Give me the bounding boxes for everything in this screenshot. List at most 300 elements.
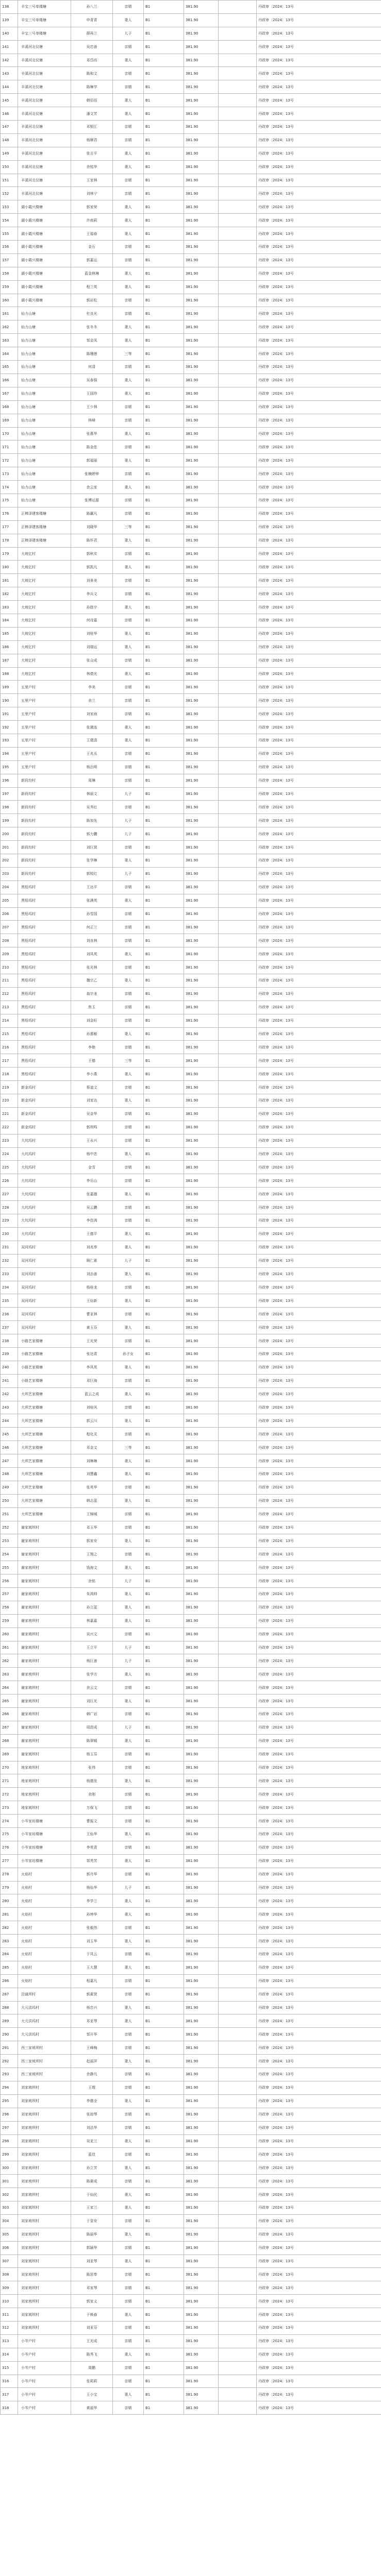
cell-relation: 亲婿 xyxy=(113,1761,144,1774)
table-row xyxy=(1,1748,381,1761)
cell-amount: 381.90 xyxy=(184,1027,219,1041)
cell-relation: 妻人 xyxy=(113,667,144,681)
cell-row-number: 244 xyxy=(1,1414,18,1428)
cell-doc-ref: 丹政审〔2024〕13号 xyxy=(257,1734,381,1748)
cell-row-number: 228 xyxy=(1,1201,18,1214)
cell-village: 刘家坡坝村 xyxy=(18,2161,71,2175)
cell-relation: 妻人 xyxy=(113,200,144,214)
cell-amount: 381.90 xyxy=(184,1254,219,1267)
cell-relation: 亲婿 xyxy=(113,253,144,267)
cell-empty xyxy=(219,734,257,747)
cell-relation: 妻人 xyxy=(113,1534,144,1548)
cell-doc-ref: 丹政审〔2024〕13号 xyxy=(257,1267,381,1281)
cell-relation: 妻人 xyxy=(113,2348,144,2361)
cell-relation: 亲婿 xyxy=(113,121,144,134)
cell-empty xyxy=(219,1948,257,1961)
table-row xyxy=(1,1854,381,1868)
cell-doc-ref: 丹政审〔2024〕13号 xyxy=(257,241,381,254)
cell-row-number: 247 xyxy=(1,1454,18,1468)
cell-relation: 亲婿 xyxy=(113,1681,144,1694)
cell-row-number: 303 xyxy=(1,2201,18,2214)
cell-village: 黑铅坞村 xyxy=(18,1014,71,1027)
cell-doc-ref: 丹政审〔2024〕13号 xyxy=(257,974,381,988)
cell-empty xyxy=(219,934,257,947)
cell-empty xyxy=(219,2214,257,2228)
table-row xyxy=(1,1107,381,1121)
cell-name: 陈赢凡 xyxy=(71,507,113,520)
cell-name: 刘瑞运 xyxy=(71,640,113,654)
cell-name: 魏宗乙 xyxy=(71,974,113,988)
cell-empty xyxy=(219,814,257,827)
cell-doc-ref: 丹政审〔2024〕13号 xyxy=(257,2161,381,2175)
cell-relation: 妻人 xyxy=(113,1294,144,1308)
cell-village: 大坡亿村 xyxy=(18,574,71,587)
table-row xyxy=(1,694,381,707)
cell-amount: 381.90 xyxy=(184,1054,219,1067)
cell-amount: 381.90 xyxy=(184,601,219,614)
cell-row-number: 263 xyxy=(1,1668,18,1681)
cell-name: 郭岩松 xyxy=(71,294,113,307)
cell-name: 陈思奉 xyxy=(71,2268,113,2281)
cell-village: 仙力山塘 xyxy=(18,440,71,454)
cell-row-number: 201 xyxy=(1,841,18,854)
cell-row-number: 207 xyxy=(1,921,18,934)
cell-doc-ref: 丹政审〔2024〕13号 xyxy=(257,1361,381,1374)
cell-empty xyxy=(219,2094,257,2108)
cell-amount: 381.90 xyxy=(184,1708,219,1721)
cell-name: 邓亚琴 xyxy=(71,2014,113,2028)
cell-relation: 亲婿 xyxy=(113,1548,144,1561)
cell-amount: 381.90 xyxy=(184,974,219,988)
cell-amount: 381.90 xyxy=(184,2268,219,2281)
cell-row-number: 235 xyxy=(1,1294,18,1308)
cell-row-number: 195 xyxy=(1,760,18,774)
cell-relation: 亲婿 xyxy=(113,654,144,667)
cell-village: 湖小霞兴楼塘 xyxy=(18,214,71,227)
cell-empty xyxy=(219,747,257,760)
cell-amount: 381.90 xyxy=(184,1467,219,1481)
cell-amount: 381.90 xyxy=(184,627,219,640)
cell-amount: 381.90 xyxy=(184,907,219,921)
cell-name: 林丽文 xyxy=(71,787,113,801)
cell-category: B1 xyxy=(144,1161,184,1174)
cell-category: B1 xyxy=(144,867,184,880)
cell-doc-ref: 丹政审〔2024〕13号 xyxy=(257,1761,381,1774)
cell-empty xyxy=(219,1574,257,1588)
cell-empty xyxy=(219,547,257,561)
cell-name: 王大慧 xyxy=(71,1961,113,1974)
cell-relation: 亲婿 xyxy=(113,1974,144,1988)
cell-row-number: 224 xyxy=(1,1147,18,1161)
cell-doc-ref: 丹政审〔2024〕13号 xyxy=(257,880,381,894)
cell-empty xyxy=(219,1908,257,1921)
cell-doc-ref: 丹政审〔2024〕13号 xyxy=(257,1454,381,1468)
cell-relation: 亲婿 xyxy=(113,2028,144,2041)
cell-village: 黑铅坞村 xyxy=(18,1041,71,1054)
cell-category: B1 xyxy=(144,347,184,361)
cell-doc-ref: 丹政审〔2024〕13号 xyxy=(257,1494,381,1507)
cell-name: 李兵文 xyxy=(71,587,113,601)
cell-doc-ref: 丹政审〔2024〕13号 xyxy=(257,2121,381,2134)
table-row xyxy=(1,667,381,681)
cell-category: B1 xyxy=(144,1027,184,1041)
cell-doc-ref: 丹政审〔2024〕13号 xyxy=(257,2281,381,2295)
cell-category: B1 xyxy=(144,454,184,467)
cell-empty xyxy=(219,1134,257,1147)
cell-village: 大坑坞村 xyxy=(18,1161,71,1174)
cell-relation: 妻人 xyxy=(113,974,144,988)
cell-name: 李凤英 xyxy=(71,1361,113,1374)
cell-amount: 381.90 xyxy=(184,1,219,14)
cell-amount: 381.90 xyxy=(184,1414,219,1428)
table-row xyxy=(1,1935,381,1948)
cell-row-number: 164 xyxy=(1,347,18,361)
cell-amount: 381.90 xyxy=(184,1587,219,1601)
table-row xyxy=(1,1374,381,1387)
cell-category: B1 xyxy=(144,1227,184,1241)
cell-village: 刘家坡坝村 xyxy=(18,2094,71,2108)
cell-doc-ref: 丹政审〔2024〕13号 xyxy=(257,1521,381,1534)
table-row xyxy=(1,640,381,654)
cell-amount: 381.90 xyxy=(184,253,219,267)
cell-relation: 妻人 xyxy=(113,2094,144,2108)
cell-doc-ref: 丹政审〔2024〕13号 xyxy=(257,1534,381,1548)
cell-row-number: 295 xyxy=(1,2094,18,2108)
cell-village: 刘家坡坝村 xyxy=(18,2121,71,2134)
cell-relation: 亲婿 xyxy=(113,1161,144,1174)
cell-amount: 381.90 xyxy=(184,1014,219,1027)
cell-category: B1 xyxy=(144,1935,184,1948)
cell-category: B1 xyxy=(144,1147,184,1161)
cell-amount: 381.90 xyxy=(184,1428,219,1441)
cell-empty xyxy=(219,400,257,414)
cell-relation: 亲婿 xyxy=(113,440,144,454)
cell-amount: 381.90 xyxy=(184,334,219,347)
cell-category: B1 xyxy=(144,1441,184,1454)
cell-amount: 381.90 xyxy=(184,707,219,721)
cell-doc-ref: 丹政审〔2024〕13号 xyxy=(257,1921,381,1935)
table-row xyxy=(1,814,381,827)
cell-doc-ref: 丹政审〔2024〕13号 xyxy=(257,2255,381,2268)
cell-name: 薛再兰 xyxy=(71,27,113,40)
cell-category: B1 xyxy=(144,414,184,427)
cell-category: B1 xyxy=(144,2014,184,2028)
table-row xyxy=(1,1227,381,1241)
cell-name: 郭力鹏 xyxy=(71,827,113,841)
cell-name: 郭凯凡 xyxy=(71,561,113,574)
table-row xyxy=(1,1761,381,1774)
cell-name: 刘金旺 xyxy=(71,1014,113,1027)
cell-doc-ref: 丹政审〔2024〕13号 xyxy=(257,721,381,734)
cell-doc-ref: 丹政审〔2024〕13号 xyxy=(257,774,381,787)
cell-empty xyxy=(219,1587,257,1601)
cell-category: B1 xyxy=(144,2201,184,2214)
cell-row-number: 178 xyxy=(1,534,18,547)
cell-amount: 381.90 xyxy=(184,1868,219,1881)
cell-relation: 亲婿 xyxy=(113,2041,144,2055)
cell-row-number: 248 xyxy=(1,1467,18,1481)
cell-row-number: 147 xyxy=(1,121,18,134)
table-row xyxy=(1,894,381,907)
cell-doc-ref: 丹政审〔2024〕13号 xyxy=(257,854,381,868)
cell-row-number: 211 xyxy=(1,974,18,988)
cell-relation: 亲婿 xyxy=(113,1014,144,1027)
cell-doc-ref: 丹政审〔2024〕13号 xyxy=(257,1961,381,1974)
cell-name: 顾仁素 xyxy=(71,1254,113,1267)
table-row xyxy=(1,1214,381,1228)
cell-empty xyxy=(219,1774,257,1788)
cell-doc-ref: 丹政审〔2024〕13号 xyxy=(257,1414,381,1428)
table-row xyxy=(1,1441,381,1454)
cell-name: 杨中恋 xyxy=(71,1147,113,1161)
cell-village: 丰溪河北仪塘 xyxy=(18,147,71,160)
cell-empty xyxy=(219,294,257,307)
cell-amount: 381.90 xyxy=(184,2241,219,2255)
cell-relation: 妻人 xyxy=(113,2001,144,2014)
table-row xyxy=(1,2188,381,2201)
cell-empty xyxy=(219,1174,257,1188)
cell-village: 谢家坡坝村 xyxy=(18,1748,71,1761)
cell-relation: 妻人 xyxy=(113,2388,144,2401)
table-row xyxy=(1,2281,381,2295)
table-row xyxy=(1,1481,381,1494)
cell-amount: 381.90 xyxy=(184,1387,219,1401)
cell-category: B1 xyxy=(144,894,184,907)
table-row xyxy=(1,2388,381,2401)
cell-doc-ref: 丹政审〔2024〕13号 xyxy=(257,1308,381,1321)
cell-relation: 妻人 xyxy=(113,1561,144,1574)
cell-doc-ref: 丹政审〔2024〕13号 xyxy=(257,1294,381,1308)
cell-relation: 妻人 xyxy=(113,1188,144,1201)
cell-row-number: 202 xyxy=(1,854,18,868)
table-row xyxy=(1,414,381,427)
cell-empty xyxy=(219,2081,257,2094)
cell-relation: 亲婿 xyxy=(113,2361,144,2375)
cell-category: B1 xyxy=(144,627,184,640)
cell-village: 刘家坡坝村 xyxy=(18,2081,71,2094)
cell-relation: 亲婿 xyxy=(113,241,144,254)
cell-name: 张琼琴 xyxy=(71,2108,113,2121)
cell-name: 吴秀红 xyxy=(71,801,113,814)
cell-name: 陈珊莲 xyxy=(71,347,113,361)
cell-row-number: 185 xyxy=(1,627,18,640)
cell-doc-ref: 丹政审〔2024〕13号 xyxy=(257,1721,381,1734)
cell-name: 王光荣 xyxy=(71,1334,113,1348)
cell-row-number: 151 xyxy=(1,174,18,187)
cell-amount: 381.90 xyxy=(184,80,219,94)
table-row xyxy=(1,27,381,40)
cell-doc-ref: 丹政审〔2024〕13号 xyxy=(257,1067,381,1081)
cell-name: 郭家安 xyxy=(71,1534,113,1548)
cell-doc-ref: 丹政审〔2024〕13号 xyxy=(257,534,381,547)
cell-village: 双河坞村 xyxy=(18,1241,71,1254)
cell-relation: 亲婿 xyxy=(113,907,144,921)
cell-empty xyxy=(219,1815,257,1828)
cell-amount: 381.90 xyxy=(184,867,219,880)
cell-category: B1 xyxy=(144,1334,184,1348)
table-row xyxy=(1,1788,381,1801)
cell-name: 郭锐红 xyxy=(71,867,113,880)
cell-name: 吴亚兰 xyxy=(71,2134,113,2148)
table-row xyxy=(1,1347,381,1361)
cell-row-number: 160 xyxy=(1,294,18,307)
cell-row-number: 142 xyxy=(1,54,18,67)
cell-village: 刘家坡坝村 xyxy=(18,2228,71,2241)
cell-amount: 381.90 xyxy=(184,2375,219,2388)
cell-village: 刘家坡坝村 xyxy=(18,2201,71,2214)
cell-amount: 381.90 xyxy=(184,1214,219,1228)
cell-village: 火焰村 xyxy=(18,1948,71,1961)
cell-village: 大坑坞村 xyxy=(18,1201,71,1214)
cell-relation: 儿子 xyxy=(113,1721,144,1734)
cell-village: 刘家坡坝村 xyxy=(18,2321,71,2334)
cell-doc-ref: 丹政审〔2024〕13号 xyxy=(257,841,381,854)
table-row xyxy=(1,1894,381,1908)
table-row xyxy=(1,1294,381,1308)
cell-amount: 381.90 xyxy=(184,1948,219,1961)
cell-village: 仙力山塘 xyxy=(18,481,71,494)
cell-category: B1 xyxy=(144,1894,184,1908)
cell-empty xyxy=(219,1748,257,1761)
cell-village: 小岑户村 xyxy=(18,2348,71,2361)
cell-amount: 381.90 xyxy=(184,40,219,54)
cell-empty xyxy=(219,1147,257,1161)
cell-village: 大元洪坞村 xyxy=(18,2014,71,2028)
cell-row-number: 223 xyxy=(1,1134,18,1147)
cell-empty xyxy=(219,667,257,681)
cell-category: B1 xyxy=(144,814,184,827)
cell-amount: 381.90 xyxy=(184,814,219,827)
cell-empty xyxy=(219,2334,257,2348)
cell-category: B1 xyxy=(144,1481,184,1494)
cell-doc-ref: 丹政审〔2024〕13号 xyxy=(257,787,381,801)
cell-name: 余铭 xyxy=(71,1574,113,1588)
cell-village: 仙力山塘 xyxy=(18,387,71,400)
cell-name: 蓝佳 xyxy=(71,2148,113,2161)
cell-empty xyxy=(219,2055,257,2068)
cell-name: 刘晓华 xyxy=(71,520,113,534)
cell-category: B1 xyxy=(144,561,184,574)
cell-category: B1 xyxy=(144,121,184,134)
cell-doc-ref: 丹政审〔2024〕13号 xyxy=(257,1988,381,2001)
cell-doc-ref: 丹政审〔2024〕13号 xyxy=(257,267,381,280)
cell-amount: 381.90 xyxy=(184,760,219,774)
cell-amount: 381.90 xyxy=(184,2094,219,2108)
cell-village: 谢家坡坝村 xyxy=(18,1654,71,1668)
cell-amount: 381.90 xyxy=(184,1094,219,1108)
cell-name: 程兰英 xyxy=(71,280,113,294)
cell-name: 韩广岩 xyxy=(71,1708,113,1721)
cell-row-number: 309 xyxy=(1,2281,18,2295)
cell-category: B1 xyxy=(144,2108,184,2121)
cell-amount: 381.90 xyxy=(184,2068,219,2081)
cell-village: 地家坡坝村 xyxy=(18,1788,71,1801)
cell-category: B1 xyxy=(144,2121,184,2134)
cell-row-number: 156 xyxy=(1,241,18,254)
cell-row-number: 266 xyxy=(1,1708,18,1721)
cell-name: 林倩光 xyxy=(71,667,113,681)
cell-relation: 亲婿 xyxy=(113,1281,144,1294)
cell-name: 许南莉 xyxy=(71,214,113,227)
cell-relation: 亲婿 xyxy=(113,774,144,787)
cell-relation: 亲婿 xyxy=(113,80,144,94)
cell-amount: 381.90 xyxy=(184,267,219,280)
cell-category: B1 xyxy=(144,2361,184,2375)
cell-empty xyxy=(219,2281,257,2295)
cell-category: B1 xyxy=(144,27,184,40)
cell-empty xyxy=(219,2348,257,2361)
cell-name: 王立平 xyxy=(71,1641,113,1654)
cell-village: 新段均村 xyxy=(18,867,71,880)
cell-doc-ref: 丹政审〔2024〕13号 xyxy=(257,121,381,134)
cell-name: 陈琳学 xyxy=(71,80,113,94)
cell-amount: 381.90 xyxy=(184,1081,219,1094)
cell-row-number: 297 xyxy=(1,2121,18,2134)
cell-village: 黑铅坞村 xyxy=(18,947,71,961)
cell-village: 小路艺家楼塘 xyxy=(18,1347,71,1361)
cell-doc-ref: 丹政审〔2024〕13号 xyxy=(257,2188,381,2201)
cell-row-number: 167 xyxy=(1,387,18,400)
cell-row-number: 277 xyxy=(1,1854,18,1868)
cell-relation: 妻人 xyxy=(113,1734,144,1748)
cell-name: 张惠华 xyxy=(71,427,113,440)
cell-name: 曹亚林 xyxy=(71,1308,113,1321)
cell-empty xyxy=(219,867,257,880)
cell-name: 王德平 xyxy=(71,1227,113,1241)
cell-village: 大坝艺家楼塘 xyxy=(18,1387,71,1401)
cell-row-number: 162 xyxy=(1,320,18,334)
cell-empty xyxy=(219,1294,257,1308)
cell-name: 王家林 xyxy=(71,174,113,187)
cell-relation: 亲婿 xyxy=(113,587,144,601)
cell-village: 大元洪坞村 xyxy=(18,2028,71,2041)
cell-empty xyxy=(219,2121,257,2134)
cell-village: 新段均村 xyxy=(18,814,71,827)
table-row xyxy=(1,1681,381,1694)
cell-empty xyxy=(219,121,257,134)
cell-doc-ref: 丹政审〔2024〕13号 xyxy=(257,747,381,760)
cell-row-number: 267 xyxy=(1,1721,18,1734)
cell-relation: 亲婿 xyxy=(113,1081,144,1094)
table-row xyxy=(1,1,381,14)
cell-category: B1 xyxy=(144,187,184,200)
cell-category: B1 xyxy=(144,227,184,241)
cell-village: 丰溪河北仪塘 xyxy=(18,94,71,107)
cell-category: B1 xyxy=(144,1534,184,1548)
table-row xyxy=(1,601,381,614)
cell-village: 仙力山塘 xyxy=(18,400,71,414)
cell-name: 刘慧鑫 xyxy=(71,1467,113,1481)
cell-relation: 亲婿 xyxy=(113,467,144,481)
cell-empty xyxy=(219,640,257,654)
cell-doc-ref: 丹政审〔2024〕13号 xyxy=(257,640,381,654)
cell-name: 程嘉凡 xyxy=(71,1974,113,1988)
cell-empty xyxy=(219,801,257,814)
cell-row-number: 219 xyxy=(1,1081,18,1094)
cell-amount: 381.90 xyxy=(184,1828,219,1841)
cell-category: B1 xyxy=(144,801,184,814)
table-row xyxy=(1,1254,381,1267)
cell-category: B1 xyxy=(144,1,184,14)
cell-name: 余云文 xyxy=(71,1681,113,1694)
cell-amount: 381.90 xyxy=(184,1481,219,1494)
cell-category: B1 xyxy=(144,1081,184,1094)
cell-doc-ref: 丹政审〔2024〕13号 xyxy=(257,2268,381,2281)
cell-amount: 381.90 xyxy=(184,2388,219,2401)
cell-row-number: 176 xyxy=(1,507,18,520)
cell-doc-ref: 丹政审〔2024〕13号 xyxy=(257,520,381,534)
cell-village: 大坑坞村 xyxy=(18,1134,71,1147)
